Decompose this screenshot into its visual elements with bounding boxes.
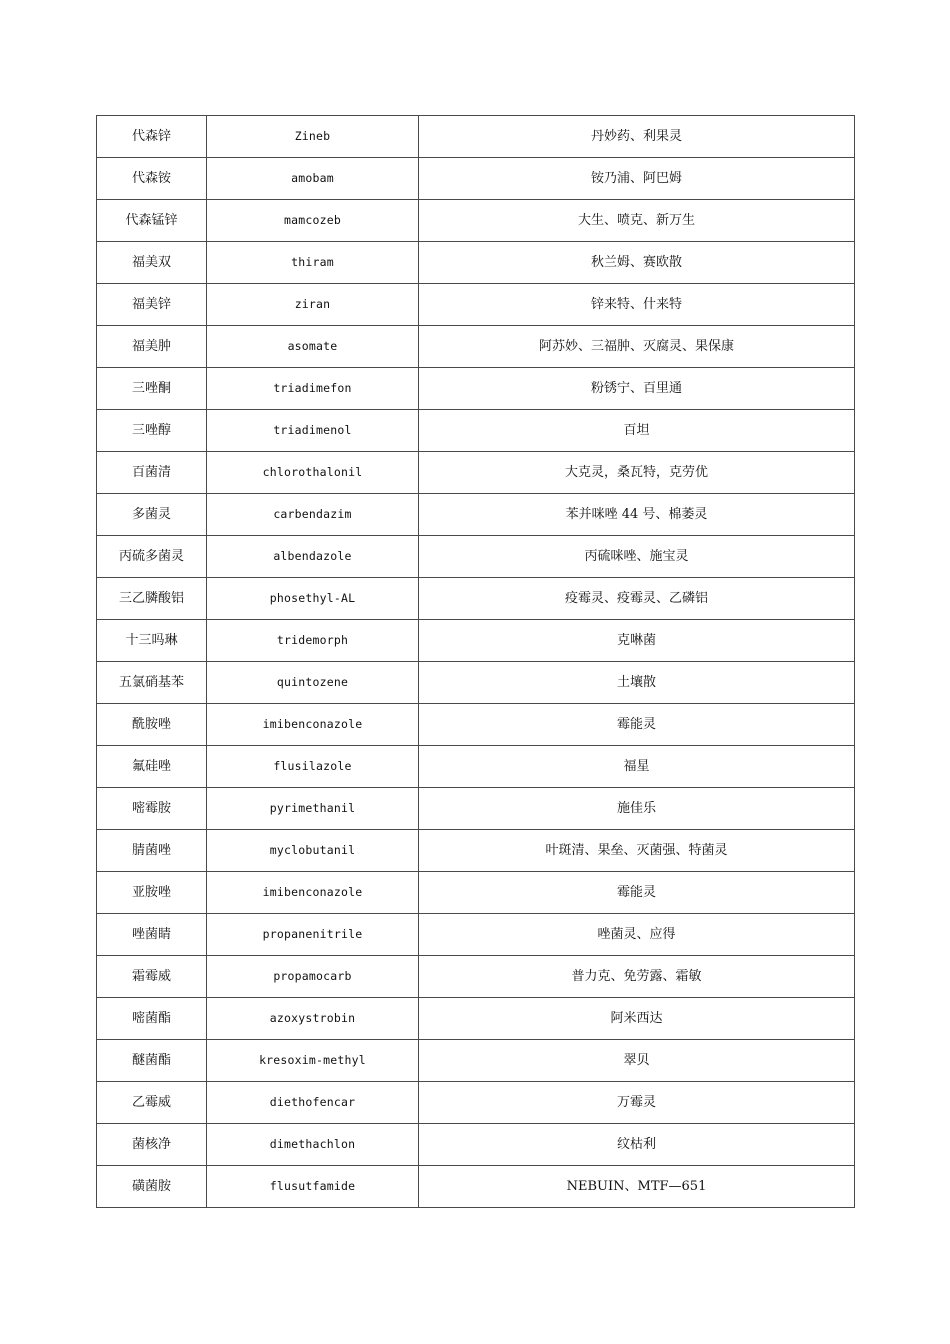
english-name-cell: azoxystrobin	[207, 998, 419, 1040]
english-name-cell: Zineb	[207, 116, 419, 158]
trade-name-cell: 丹妙药、利果灵	[419, 116, 855, 158]
chinese-name-cell: 三唑酮	[97, 368, 207, 410]
table-row	[97, 746, 855, 788]
trade-name-cell: 霉能灵	[419, 704, 855, 746]
chinese-name-cell: 乙霉威	[97, 1082, 207, 1124]
english-name-cell: quintozene	[207, 662, 419, 704]
trade-name-cell: 唑菌灵、应得	[419, 914, 855, 956]
chinese-name-cell: 福美锌	[97, 284, 207, 326]
chinese-name-cell: 三唑醇	[97, 410, 207, 452]
english-name-cell: amobam	[207, 158, 419, 200]
trade-name-cell: 纹枯利	[419, 1124, 855, 1166]
english-name-cell: myclobutanil	[207, 830, 419, 872]
fungicide-names-table	[96, 115, 855, 1208]
trade-name-cell: 丙硫咪唑、施宝灵	[419, 536, 855, 578]
chinese-name-cell: 磺菌胺	[97, 1166, 207, 1208]
trade-name-cell: 霉能灵	[419, 872, 855, 914]
english-name-cell: pyrimethanil	[207, 788, 419, 830]
table-row	[97, 1166, 855, 1208]
table-row	[97, 326, 855, 368]
chinese-name-cell: 多菌灵	[97, 494, 207, 536]
english-name-cell: imibenconazole	[207, 872, 419, 914]
english-name-cell: triadimefon	[207, 368, 419, 410]
english-name-cell: flusutfamide	[207, 1166, 419, 1208]
english-name-cell: triadimenol	[207, 410, 419, 452]
chinese-name-cell: 代森锰锌	[97, 200, 207, 242]
table-row	[97, 704, 855, 746]
trade-name-cell: 阿米西达	[419, 998, 855, 1040]
english-name-cell: albendazole	[207, 536, 419, 578]
table-row	[97, 578, 855, 620]
trade-name-cell: 秋兰姆、赛欧散	[419, 242, 855, 284]
table-row	[97, 242, 855, 284]
trade-name-cell: 阿苏妙、三福肿、灭腐灵、果保康	[419, 326, 855, 368]
table-row	[97, 368, 855, 410]
table-row	[97, 452, 855, 494]
trade-name-cell: 疫霉灵、疫霉灵、乙磷铝	[419, 578, 855, 620]
english-name-cell: flusilazole	[207, 746, 419, 788]
table-row	[97, 1082, 855, 1124]
trade-name-cell: 叶斑清、果垒、灭菌强、特菌灵	[419, 830, 855, 872]
english-name-cell: thiram	[207, 242, 419, 284]
english-name-cell: propamocarb	[207, 956, 419, 998]
chinese-name-cell: 代森锌	[97, 116, 207, 158]
trade-name-cell: 土壤散	[419, 662, 855, 704]
table-row	[97, 116, 855, 158]
chinese-name-cell: 腈菌唑	[97, 830, 207, 872]
chinese-name-cell: 福美肿	[97, 326, 207, 368]
chinese-name-cell: 三乙膦酸铝	[97, 578, 207, 620]
chinese-name-cell: 丙硫多菌灵	[97, 536, 207, 578]
trade-name-cell: 克啉菌	[419, 620, 855, 662]
english-name-cell: chlorothalonil	[207, 452, 419, 494]
table-row	[97, 830, 855, 872]
table-body	[97, 116, 855, 1208]
english-name-cell: diethofencar	[207, 1082, 419, 1124]
chinese-name-cell: 十三吗琳	[97, 620, 207, 662]
english-name-cell: kresoxim-methyl	[207, 1040, 419, 1082]
trade-name-cell: 大克灵，桑瓦特，克劳优	[419, 452, 855, 494]
chinese-name-cell: 嘧菌酯	[97, 998, 207, 1040]
trade-name-cell: 大生、喷克、新万生	[419, 200, 855, 242]
english-name-cell: asomate	[207, 326, 419, 368]
table-row	[97, 1040, 855, 1082]
english-name-cell: phosethyl-AL	[207, 578, 419, 620]
table-row	[97, 494, 855, 536]
chinese-name-cell: 代森铵	[97, 158, 207, 200]
english-name-cell: propanenitrile	[207, 914, 419, 956]
chinese-name-cell: 醚菌酯	[97, 1040, 207, 1082]
chinese-name-cell: 菌核净	[97, 1124, 207, 1166]
trade-name-cell: 福星	[419, 746, 855, 788]
table-row	[97, 914, 855, 956]
english-name-cell: mamcozeb	[207, 200, 419, 242]
english-name-cell: dimethachlon	[207, 1124, 419, 1166]
table-row	[97, 284, 855, 326]
table-row	[97, 662, 855, 704]
chinese-name-cell: 氟硅唑	[97, 746, 207, 788]
trade-name-cell: 百坦	[419, 410, 855, 452]
chinese-name-cell: 酰胺唑	[97, 704, 207, 746]
trade-name-cell: 锌来特、什来特	[419, 284, 855, 326]
table-row	[97, 872, 855, 914]
chinese-name-cell: 霜霉威	[97, 956, 207, 998]
table-row	[97, 620, 855, 662]
trade-name-cell: 粉锈宁、百里通	[419, 368, 855, 410]
table-row	[97, 788, 855, 830]
english-name-cell: carbendazim	[207, 494, 419, 536]
trade-name-cell: 普力克、免劳露、霜敏	[419, 956, 855, 998]
trade-name-cell: NEBUIN、MTF—651	[419, 1166, 855, 1208]
chinese-name-cell: 五氯硝基苯	[97, 662, 207, 704]
english-name-cell: tridemorph	[207, 620, 419, 662]
trade-name-cell: 铵乃浦、阿巴姆	[419, 158, 855, 200]
table-row	[97, 1124, 855, 1166]
chinese-name-cell: 亚胺唑	[97, 872, 207, 914]
chinese-name-cell: 福美双	[97, 242, 207, 284]
table-row	[97, 956, 855, 998]
english-name-cell: imibenconazole	[207, 704, 419, 746]
trade-name-cell: 苯并咪唑 44 号、棉萎灵	[419, 494, 855, 536]
trade-name-cell: 万霉灵	[419, 1082, 855, 1124]
table-row	[97, 200, 855, 242]
trade-name-cell: 施佳乐	[419, 788, 855, 830]
chinese-name-cell: 嘧霉胺	[97, 788, 207, 830]
english-name-cell: ziran	[207, 284, 419, 326]
table-row	[97, 410, 855, 452]
chinese-name-cell: 百菌清	[97, 452, 207, 494]
table-row	[97, 536, 855, 578]
table-row	[97, 158, 855, 200]
trade-name-cell: 翠贝	[419, 1040, 855, 1082]
table-row	[97, 998, 855, 1040]
chinese-name-cell: 唑菌睛	[97, 914, 207, 956]
